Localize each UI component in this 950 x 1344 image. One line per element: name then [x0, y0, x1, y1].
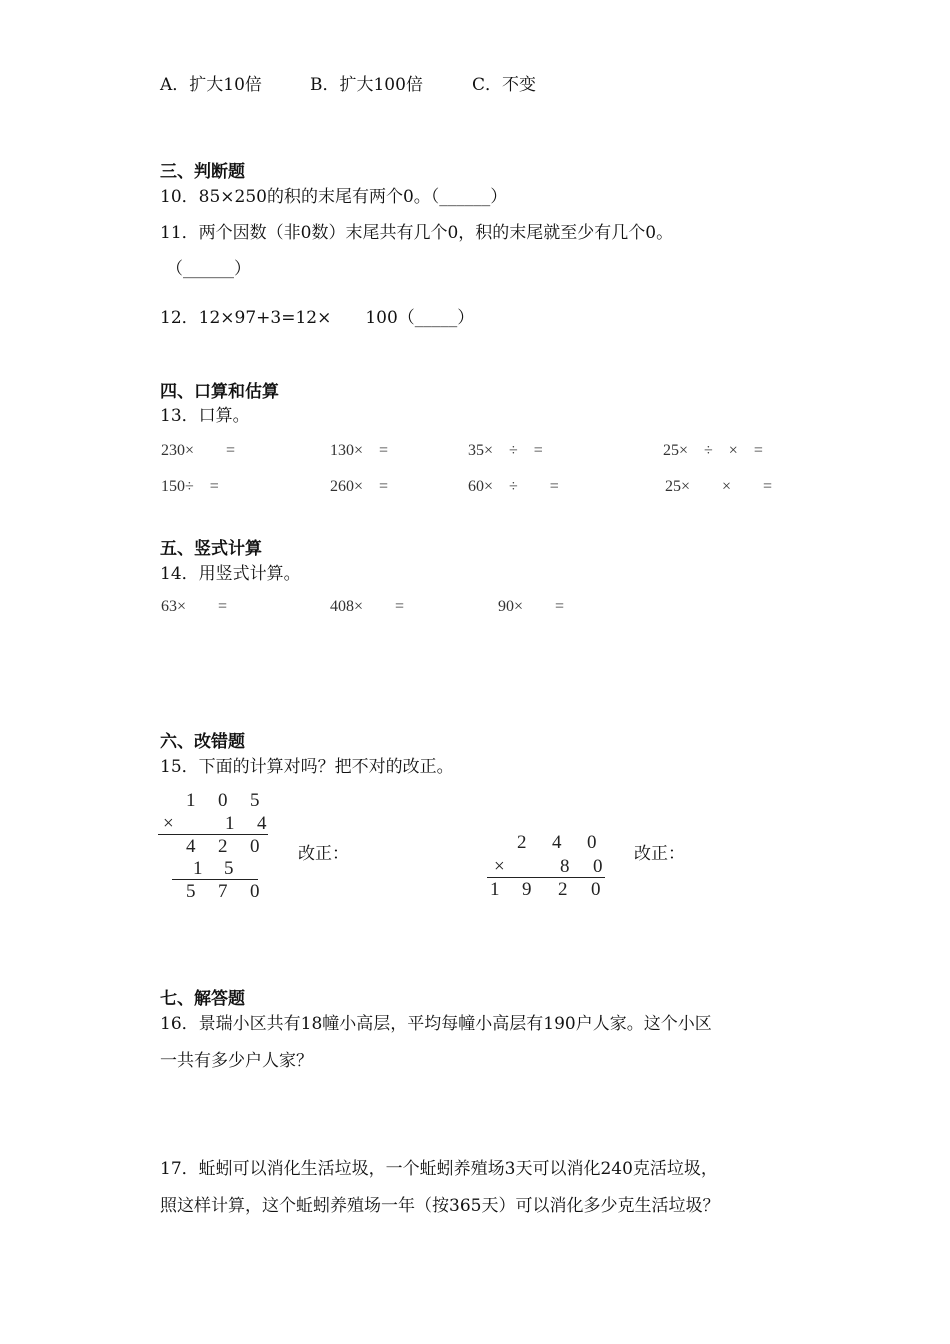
mental-item: 130× =	[330, 442, 389, 459]
multiply-sign: ×	[163, 813, 174, 834]
mental-item: 260× =	[330, 478, 389, 495]
digit: 5	[250, 790, 260, 811]
correction-label: 改正：	[298, 844, 349, 864]
digit: 1	[490, 879, 500, 900]
mental-item: 150÷ =	[161, 478, 219, 495]
digit: 9	[522, 879, 532, 900]
question-15-title: 15．下面的计算对吗？把不对的改正。	[160, 757, 454, 777]
digit: 8	[560, 856, 570, 877]
question-11-line1: 11．两个因数（非0数）末尾共有几个0，积的末尾就至少有几个0。	[160, 223, 674, 243]
section-title-mental-math: 四、口算和估算	[160, 382, 279, 402]
digit: 4	[257, 813, 267, 834]
mental-item: 60× ÷ =	[468, 478, 559, 495]
question-13-title: 13．口算。	[160, 406, 250, 426]
mental-item: 35× ÷ =	[468, 442, 543, 459]
digit: 1	[225, 813, 235, 834]
digit: 0	[218, 790, 228, 811]
question-16-line1: 16．景瑞小区共有18幢小高层，平均每幢小高层有190户人家。这个小区	[160, 1014, 712, 1034]
digit: 0	[250, 881, 260, 902]
divider-line	[487, 877, 605, 878]
digit: 1	[186, 790, 196, 811]
correction-label: 改正：	[634, 844, 685, 864]
digit: 1	[193, 858, 203, 879]
vertical-calc-item: 408× =	[330, 598, 405, 615]
divider-line	[158, 834, 268, 835]
mental-item: 230× =	[161, 442, 236, 459]
option-c: C．不变	[472, 75, 537, 95]
digit: 2	[218, 836, 228, 857]
divider-line	[172, 879, 258, 880]
option-a: A．扩大10倍	[160, 75, 262, 95]
question-11-line2: （______）	[166, 259, 251, 279]
section-title-error-correction: 六、改错题	[160, 732, 245, 752]
digit: 2	[517, 832, 527, 853]
vertical-calc-item: 63× =	[161, 598, 228, 615]
section-title-judgement: 三、判断题	[160, 162, 245, 182]
question-14-title: 14．用竖式计算。	[160, 564, 301, 584]
section-title-vertical-calc: 五、竖式计算	[160, 539, 262, 559]
digit: 5	[186, 881, 196, 902]
digit: 0	[250, 836, 260, 857]
question-17-line1: 17．蚯蚓可以消化生活垃圾，一个蚯蚓养殖场3天可以消化240克活垃圾，	[160, 1159, 718, 1179]
section-title-word-problems: 七、解答题	[160, 989, 245, 1009]
digit: 0	[593, 856, 603, 877]
digit: 0	[591, 879, 601, 900]
option-b: B．扩大100倍	[310, 75, 423, 95]
mental-item: 25× ÷ × =	[663, 442, 763, 459]
vertical-calc-item: 90× =	[498, 598, 565, 615]
digit: 4	[552, 832, 562, 853]
multiply-sign: ×	[494, 856, 505, 877]
digit: 4	[186, 836, 196, 857]
question-17-line2: 照这样计算，这个蚯蚓养殖场一年（按365天）可以消化多少克生活垃圾？	[160, 1196, 720, 1216]
digit: 5	[224, 858, 234, 879]
question-16-line2: 一共有多少户人家？	[160, 1051, 313, 1071]
mental-item: 25× × =	[665, 478, 773, 495]
question-10: 10．85×250的积的末尾有两个0。（______）	[160, 187, 508, 207]
digit: 7	[218, 881, 228, 902]
question-12: 12．12×97+3=12× 100（_____）	[160, 308, 475, 328]
digit: 2	[558, 879, 568, 900]
digit: 0	[587, 832, 597, 853]
